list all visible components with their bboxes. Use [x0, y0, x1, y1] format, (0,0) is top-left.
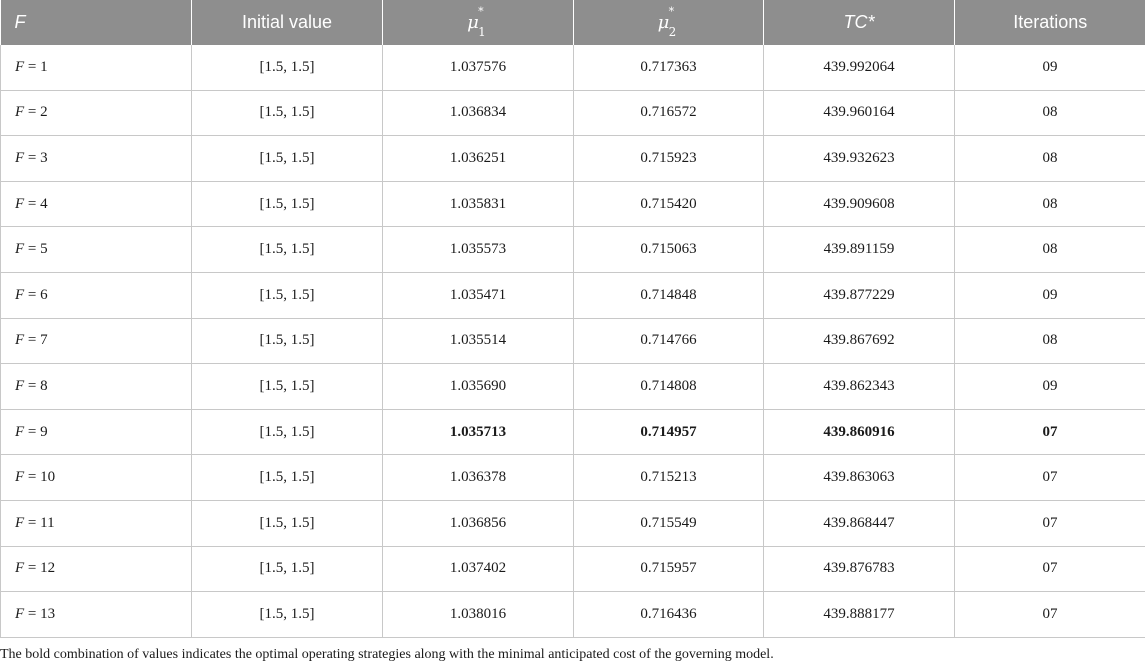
table-row: [1, 45, 1145, 90]
cell-f-variable: F: [15, 605, 25, 622]
cell-tc: 439.860916: [764, 409, 955, 455]
table-row: [1, 592, 1145, 638]
cell-mu1: 1.036834: [383, 90, 574, 136]
cell-initial-value: [1.5, 1.5]: [192, 227, 383, 273]
header-mu1-symbol: μ: [467, 12, 479, 33]
cell-iterations: 08: [955, 318, 1145, 364]
header-f: F: [1, 0, 192, 45]
table-header: [1, 0, 1145, 45]
cell-initial-value: [1.5, 1.5]: [192, 136, 383, 182]
cell-f-value: = 5: [24, 241, 48, 258]
cell-mu2: 0.716572: [574, 90, 764, 136]
cell-mu1: 1.036378: [383, 455, 574, 501]
cell-f-variable: F: [15, 514, 25, 531]
cell-tc: 439.932623: [764, 136, 955, 182]
header-tc: TC*: [764, 0, 955, 45]
cell-iterations: 09: [955, 45, 1145, 90]
cell-f-value: = 4: [24, 195, 48, 212]
cell-f-value: = 7: [24, 332, 48, 349]
cell-initial-value: [1.5, 1.5]: [192, 318, 383, 364]
cell-f-value: = 9: [24, 423, 48, 440]
table-row: [1, 136, 1145, 182]
cell-mu2: 0.714957: [574, 409, 764, 455]
cell-mu1: 1.035471: [383, 272, 574, 318]
cell-mu1: 1.035690: [383, 364, 574, 410]
cell-tc: 439.888177: [764, 592, 955, 638]
header-row: [1, 0, 1145, 45]
cell-mu2: 0.714766: [574, 318, 764, 364]
cell-f-value: = 12: [24, 560, 56, 577]
cell-f-variable: F: [15, 423, 25, 440]
cell-mu2: 0.715213: [574, 455, 764, 501]
table-row: [1, 546, 1145, 592]
cell-mu2: 0.715549: [574, 500, 764, 546]
cell-iterations: 07: [955, 592, 1145, 638]
header-mu2: [574, 0, 764, 45]
cell-f: [1, 455, 192, 501]
cell-iterations: 07: [955, 500, 1145, 546]
table-row: [1, 227, 1145, 273]
cell-f: [1, 181, 192, 227]
table-row: [1, 409, 1145, 455]
cell-f-variable: F: [15, 195, 25, 212]
cell-initial-value: [1.5, 1.5]: [192, 90, 383, 136]
table-row: [1, 500, 1145, 546]
cell-f: [1, 136, 192, 182]
cell-tc: 439.862343: [764, 364, 955, 410]
cell-tc: 439.891159: [764, 227, 955, 273]
cell-mu1: 1.036251: [383, 136, 574, 182]
table-row: [1, 90, 1145, 136]
cell-mu1: 1.035713: [383, 409, 574, 455]
cell-iterations: 09: [955, 364, 1145, 410]
header-mu1: [383, 0, 574, 45]
cell-iterations: 07: [955, 455, 1145, 501]
cell-f-value: = 13: [24, 605, 56, 622]
header-mu1-sup: *: [478, 5, 484, 18]
cell-f-variable: F: [15, 58, 25, 75]
cell-f-variable: F: [15, 104, 25, 121]
cell-mu1: 1.038016: [383, 592, 574, 638]
cell-initial-value: [1.5, 1.5]: [192, 500, 383, 546]
cell-f: [1, 45, 192, 90]
cell-tc: 439.867692: [764, 318, 955, 364]
cell-f-variable: F: [15, 149, 25, 166]
cell-mu2: 0.714848: [574, 272, 764, 318]
cell-initial-value: [1.5, 1.5]: [192, 45, 383, 90]
cell-initial-value: [1.5, 1.5]: [192, 455, 383, 501]
cell-tc: 439.992064: [764, 45, 955, 90]
header-mu2-sub: 2: [668, 25, 677, 39]
header-mu1-sub: 1: [478, 25, 486, 39]
cell-f-value: = 6: [24, 286, 48, 303]
cell-mu2: 0.716436: [574, 592, 764, 638]
cell-initial-value: [1.5, 1.5]: [192, 364, 383, 410]
cell-f-variable: F: [15, 332, 25, 349]
cell-mu2: 0.715420: [574, 181, 764, 227]
table-row: [1, 181, 1145, 227]
cell-mu1: 1.036856: [383, 500, 574, 546]
cell-iterations: 08: [955, 90, 1145, 136]
table-footnote: The bold combination of values indicates the optimal operating strategies along with the minimal anticipated cost of the governing model.: [0, 647, 774, 662]
cell-mu2: 0.715957: [574, 546, 764, 592]
cell-f-variable: F: [15, 560, 25, 577]
cell-f-value: = 11: [24, 514, 55, 531]
header-mu2-symbol: μ: [657, 12, 670, 33]
cell-mu2: 0.714808: [574, 364, 764, 410]
cell-f-variable: F: [15, 469, 25, 486]
table-row: [1, 364, 1145, 410]
cell-iterations: 08: [955, 136, 1145, 182]
cell-f: [1, 546, 192, 592]
cell-f: [1, 227, 192, 273]
cell-f-value: = 8: [24, 377, 48, 394]
cell-f: [1, 364, 192, 410]
cell-iterations: 09: [955, 272, 1145, 318]
table-row: [1, 272, 1145, 318]
cell-tc: 439.863063: [764, 455, 955, 501]
cell-iterations: 08: [955, 181, 1145, 227]
header-initial-value: Initial value: [192, 0, 383, 45]
cell-initial-value: [1.5, 1.5]: [192, 592, 383, 638]
cell-mu2: 0.715063: [574, 227, 764, 273]
cell-tc: 439.877229: [764, 272, 955, 318]
table-body: [1, 45, 1145, 637]
cell-mu1: 1.037402: [383, 546, 574, 592]
cell-f: [1, 500, 192, 546]
cell-mu1: 1.035514: [383, 318, 574, 364]
cell-mu1: 1.037576: [383, 45, 574, 90]
cell-f: [1, 272, 192, 318]
cell-mu1: 1.035573: [383, 227, 574, 273]
cell-mu1: 1.035831: [383, 181, 574, 227]
table-row: [1, 455, 1145, 501]
cell-f: [1, 90, 192, 136]
cell-tc: 439.909608: [764, 181, 955, 227]
cell-mu2: 0.715923: [574, 136, 764, 182]
cell-tc: 439.960164: [764, 90, 955, 136]
cell-initial-value: [1.5, 1.5]: [192, 181, 383, 227]
cell-f: [1, 318, 192, 364]
cell-f-value: = 1: [24, 58, 48, 75]
cell-tc: 439.868447: [764, 500, 955, 546]
cell-f-value: = 2: [24, 104, 48, 121]
cell-iterations: 07: [955, 546, 1145, 592]
header-iterations: Iterations: [955, 0, 1145, 45]
cell-f: [1, 409, 192, 455]
cell-tc: 439.876783: [764, 546, 955, 592]
cell-initial-value: [1.5, 1.5]: [192, 546, 383, 592]
cell-mu2: 0.717363: [574, 45, 764, 90]
table-row: [1, 318, 1145, 364]
cell-initial-value: [1.5, 1.5]: [192, 409, 383, 455]
header-mu2-sup: *: [668, 5, 675, 18]
cell-iterations: 08: [955, 227, 1145, 273]
cell-f-variable: F: [15, 377, 25, 394]
cell-f: [1, 592, 192, 638]
cell-iterations: 07: [955, 409, 1145, 455]
cell-initial-value: [1.5, 1.5]: [192, 272, 383, 318]
cell-f-variable: F: [15, 286, 25, 303]
cell-f-value: = 10: [24, 469, 56, 486]
cell-f-variable: F: [15, 241, 25, 258]
cell-f-value: = 3: [24, 149, 48, 166]
